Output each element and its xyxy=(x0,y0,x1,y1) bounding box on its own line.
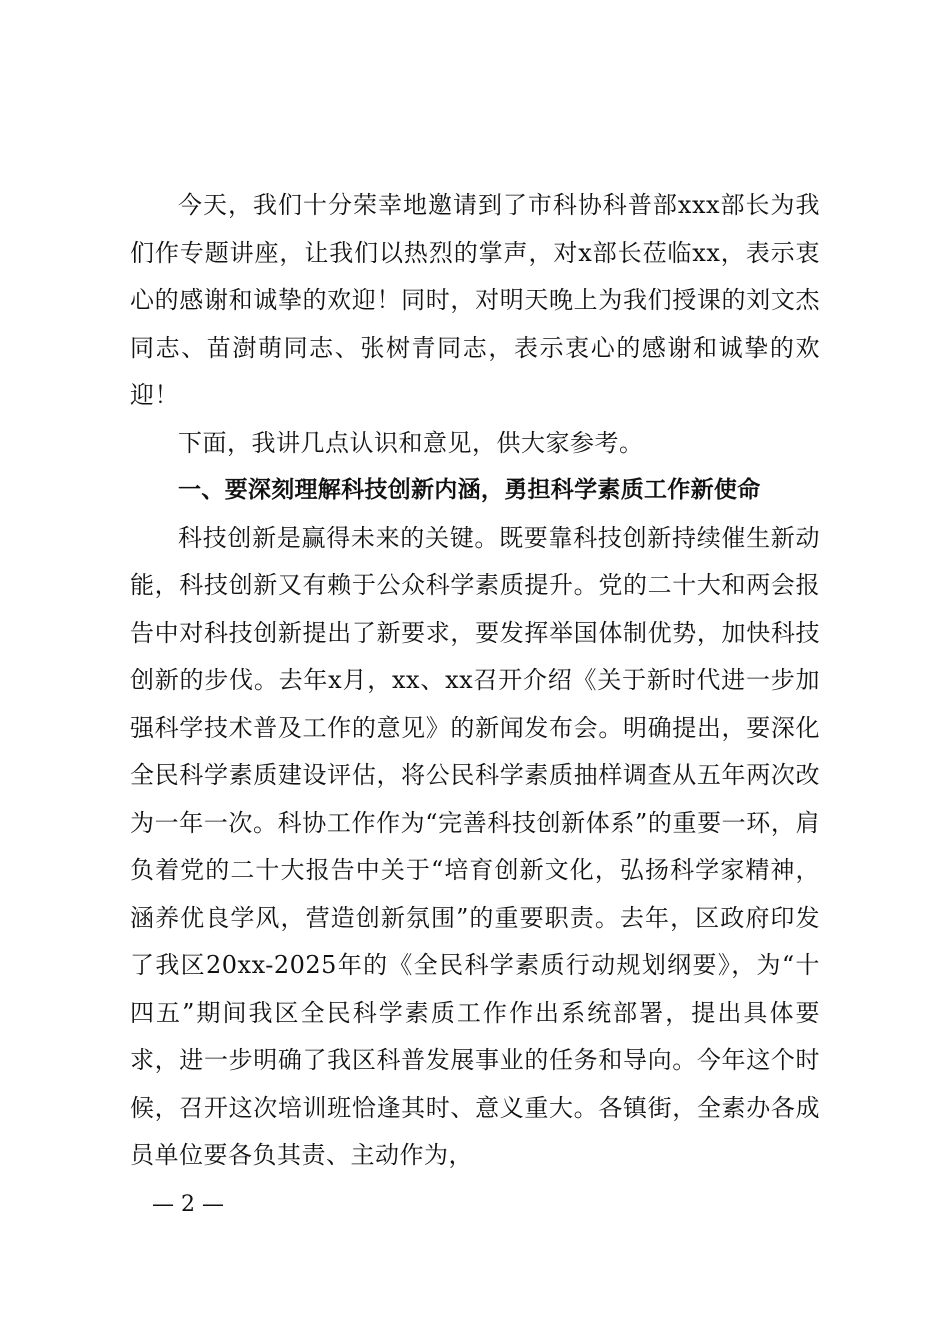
paragraph-section-1: 科技创新是赢得未来的关键。既要靠科技创新持续催生新动能，科技创新又有赖于公众科学素质提升。党的二十大和两会报告中对科技创新提出了新要求，要发挥举国体制优势，加快科技创新的步伐。去年x月，xx、xx召开介绍《关于新时代进一步加强科学技术普及工作的意见》的新闻发布会。明确提出，要深化全民科学素质建设评估，将公民科学素质抽样调查从五年两次改为一年一次。科协工作作为“完善科技创新体系”的重要一环，肩负着党的二十大报告中关于“培育创新文化，弘扬科学家精神，涵养优良学风，营造创新氛围”的重要职责。去年，区政府印发了我区20xx-2025年的《全民科学素质行动规划纲要》，为“十四五”期间我区全民科学素质工作作出系统部署，提出具体要求，进一步明确了我区科普发展事业的任务和导向。今年这个时候，召开这次培训班恰逢其时、意义重大。各镇街，全素办各成员单位要各负其责、主动作为， xyxy=(130,523,820,1169)
paragraph-intro: 下面，我讲几点认识和意见，供大家参考。 xyxy=(178,428,644,457)
section-heading-1: 一、要深刻理解科技创新内涵，勇担科学素质工作新使命 xyxy=(178,477,761,503)
paragraph-welcome: 今天，我们十分荣幸地邀请到了市科协科普部xxx部长为我们作专题讲座，让我们以热烈的掌声，对x部长莅临xx，表示衷心的感谢和诚挚的欢迎！同时，对明天晚上为我们授课的刘文杰同志、苗澍萌同志、张树青同志，表示衷心的感谢和诚挚的欢迎！ xyxy=(130,191,820,409)
page-number: — 2 — xyxy=(152,1192,224,1217)
document-body xyxy=(130,182,820,1180)
